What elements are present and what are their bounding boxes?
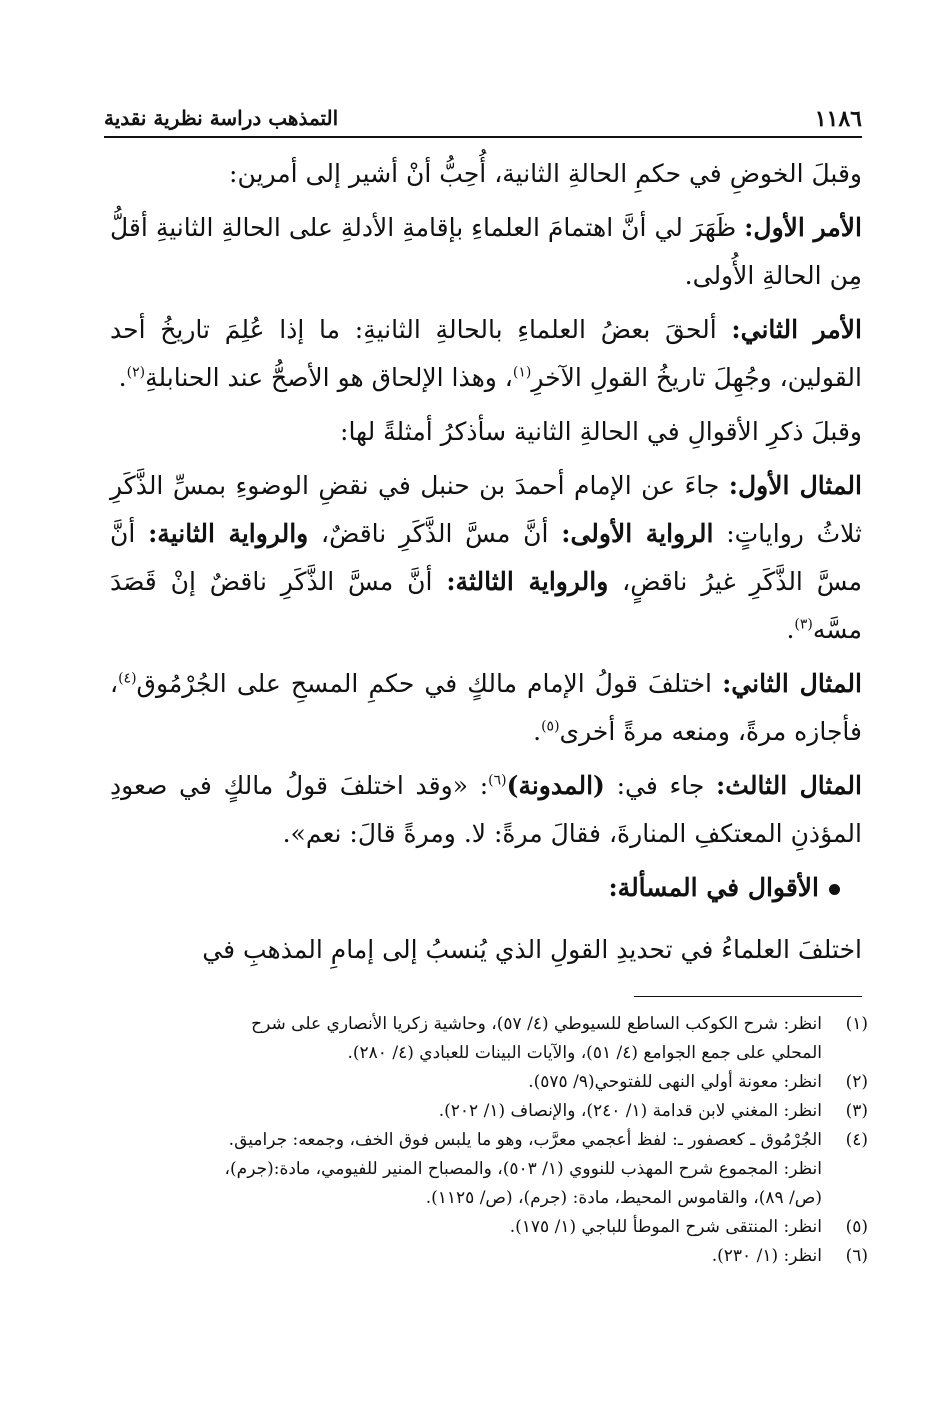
closing-text: اختلفَ العلماءُ في تحديدِ القولِ الذي يُنسبُ إلى إمامِ المذهبِ في — [202, 935, 862, 964]
examples-intro-paragraph — [110, 408, 862, 456]
footnote — [110, 1213, 868, 1242]
example-one-text-d: أنَّ مسَّ الذَّكَرِ ناقضٌ إنْ قَصَدَ مسَّه — [110, 567, 862, 644]
footnote-text — [110, 1213, 822, 1242]
footnote-ref[interactable]: (٥) — [541, 718, 560, 735]
section-heading — [110, 864, 840, 912]
footnote-divider — [634, 996, 862, 997]
footnote-line: (ص/ ٨٩)، والقاموس المحيط، مادة: (جرم)، (ص/ ١١٢٥). — [425, 1188, 822, 1208]
footnote-ref[interactable]: (٣) — [794, 616, 813, 633]
footnote-line: المحلي على جمع الجوامع (٤/ ٥١)، والآيات البينات للعبادي (٤/ ٢٨٠). — [347, 1043, 822, 1063]
footnote-ref[interactable]: (١) — [512, 364, 532, 381]
footnote-number: (١) — [845, 1014, 868, 1034]
footnote-line: الجُرْمُوق ـ كعصفور ـ: لفظ أعجمي معرَّب، وهو ما يلبس فوق الخف، وجمعه: جراميق. — [228, 1130, 822, 1150]
example-three-text-b: : «وقد اختلفَ قولُ مالكٍ في صعودِ المؤذنِ المعتكفِ المنارةَ، فقالَ مرةً: لا. ومرةً قالَ: نعم». — [110, 771, 862, 848]
footnote-text — [110, 1242, 822, 1271]
first-matter-paragraph — [110, 204, 862, 300]
footnote — [110, 1068, 868, 1097]
example-three-label: المثال الثالث: — [716, 771, 862, 800]
footnote-ref[interactable]: (٢) — [126, 364, 146, 381]
narration-two-label: والرواية الثانية: — [148, 519, 309, 548]
running-header — [104, 92, 862, 138]
examples-intro-text: وقبلَ ذكرِ الأقوالِ في الحالةِ الثانية سأذكرُ أمثلةً لها: — [340, 417, 862, 446]
footnote-line: انظر: (١/ ٢٣٠). — [711, 1246, 822, 1266]
example-three-paragraph — [110, 762, 862, 858]
source-title: (المدونة) — [506, 771, 605, 800]
footnote-line: انظر: شرح الكوكب الساطع للسيوطي (٤/ ٥٧)، وحاشية زكريا الأنصاري على شرح — [251, 1014, 822, 1034]
second-matter-label: الأمر الثاني: — [731, 315, 862, 344]
footnote — [110, 1242, 868, 1271]
footnotes — [110, 1010, 868, 1271]
section-heading-text: الأقوال في المسألة: — [608, 873, 819, 902]
footnote — [110, 1010, 868, 1068]
page-number: ١١٨٦ — [814, 106, 862, 132]
footnote — [110, 1126, 868, 1213]
example-one-text-b: أنَّ مسَّ الذَّكَرِ ناقضٌ، — [308, 519, 562, 548]
footnote-text — [110, 1068, 822, 1097]
example-two-paragraph — [110, 660, 862, 756]
example-one-label: المثال الأول: — [728, 471, 862, 500]
example-one-text-c: أنَّ مسَّ الذَّكَرِ غيرُ ناقضٍ، — [110, 519, 863, 596]
first-matter-label: الأمر الأول: — [744, 213, 862, 242]
second-matter-text-a: ألحقَ بعضُ العلماءِ بالحالةِ الثانيةِ: ما إذا عُلِمَ تاريخُ أحد القولين، وجُهِلَ تاريخُ القولِ الآخرِ — [110, 315, 862, 392]
footnote-ref[interactable]: (٦) — [488, 772, 507, 789]
example-two-label: المثال الثاني: — [722, 669, 862, 698]
footnote-line: انظر: معونة أولي النهى للفتوحي(٩/ ٥٧٥). — [528, 1072, 822, 1092]
narration-three-label: والرواية الثالثة: — [446, 567, 609, 596]
second-matter-paragraph — [110, 306, 862, 402]
example-two-text-b: ، فأجازه مرةً، ومنعه مرةً أخرى — [110, 669, 862, 746]
example-two-text-a: اختلفَ قولُ الإمام مالكٍ في حكمِ المسحِ على الجُرْمُوق — [136, 669, 723, 698]
footnote-line: انظر: المنتقى شرح الموطأ للباجي (١/ ١٧٥). — [509, 1217, 822, 1237]
second-matter-text-b: ، وهذا الإلحاق هو الأصحُّ عند الحنابلةِ — [145, 363, 513, 392]
example-one-text-a: جاءَ عن الإمام أحمدَ بن حنبل في نقضِ الوضوءِ بمسِّ الذَّكَرِ ثلاثُ رواياتٍ: — [110, 471, 863, 548]
intro-paragraph — [110, 150, 862, 198]
example-two-text-c: . — [533, 717, 542, 746]
example-one-paragraph — [110, 462, 862, 654]
header-title: التمذهب دراسة نظرية نقدية — [104, 106, 339, 130]
narration-one-label: الرواية الأولى: — [561, 519, 714, 548]
example-three-text-a: جاء في: — [604, 771, 717, 800]
bullet-icon — [829, 884, 840, 895]
footnote-number: (٢) — [845, 1072, 868, 1092]
footnote — [110, 1097, 868, 1126]
main-text — [110, 150, 862, 980]
footnote-line: انظر: المجموع شرح المهذب للنووي (١/ ٥٠٣)، والمصباح المنير للفيومي، مادة:(جرم)، — [224, 1159, 822, 1179]
footnote-number: (٣) — [845, 1101, 868, 1121]
footnote-number: (٦) — [845, 1246, 868, 1266]
footnote-text — [110, 1097, 822, 1126]
footnote-text — [110, 1010, 822, 1068]
second-matter-text-c: . — [118, 363, 127, 392]
footnote-text — [110, 1126, 822, 1213]
footnote-ref[interactable]: (٤) — [118, 670, 137, 687]
footnote-line: انظر: المغني لابن قدامة (١/ ٢٤٠)، والإنصاف (١/ ٢٠٢). — [438, 1101, 822, 1121]
first-matter-text: ظَهَرَ لي أنَّ اهتمامَ العلماءِ بإقامةِ الأدلةِ على الحالةِ الثانيةِ أقلُّ مِن الحالةِ الأُولى. — [110, 213, 862, 290]
intro-text: وقبلَ الخوضِ في حكمِ الحالةِ الثانية، أُحِبُّ أنْ أشير إلى أمرين: — [229, 159, 862, 188]
example-one-text-e: . — [786, 615, 795, 644]
footnote-number: (٤) — [845, 1130, 868, 1150]
footnote-number: (٥) — [845, 1217, 868, 1237]
closing-paragraph — [110, 926, 862, 974]
